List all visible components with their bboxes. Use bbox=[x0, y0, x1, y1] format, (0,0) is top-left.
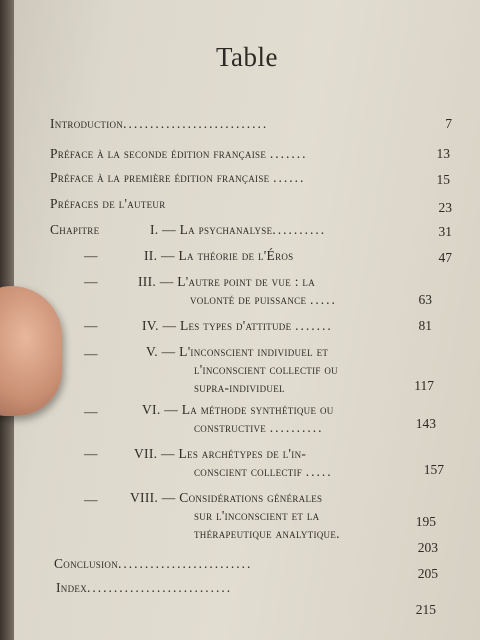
page-number: 195 bbox=[415, 514, 436, 529]
chapter-dash: — bbox=[84, 346, 98, 361]
toc-entry-preface-seconde: Préface à la seconde édition française ....... bbox=[50, 146, 308, 161]
leader-dots: ..... bbox=[305, 464, 333, 479]
page-number: 13 bbox=[436, 146, 450, 161]
toc-entry-chapter-5-cont2: supra-individuel bbox=[194, 380, 285, 395]
leader-dots: ........................... bbox=[123, 116, 269, 131]
leader-dots: .......... bbox=[272, 222, 327, 237]
toc-entry-chapter-1: I. — La psychanalyse.......... bbox=[150, 222, 327, 237]
toc-entry-index: Index........................... bbox=[56, 580, 233, 595]
book-page bbox=[14, 0, 480, 640]
toc-entry-chapter-5-cont: l'inconscient collectif ou bbox=[194, 362, 338, 377]
page-number: 63 bbox=[418, 292, 432, 307]
chapter-dash: — bbox=[84, 274, 98, 289]
toc-entry-chapter-7-cont: conscient collectif ..... bbox=[194, 464, 333, 479]
leader-dots: ......................... bbox=[118, 556, 253, 571]
chapter-dash: — bbox=[84, 446, 98, 461]
leader-dots: ..... bbox=[309, 292, 337, 307]
leader-dots: ....... bbox=[295, 318, 333, 333]
page-number: 81 bbox=[418, 318, 432, 333]
toc-entry-chapter-5: V. — L'inconscient individuel et bbox=[146, 344, 329, 359]
page-number: 15 bbox=[436, 172, 450, 187]
toc-entry-chapter-6: VI. — La méthode synthétique ou bbox=[142, 402, 334, 417]
toc-entry-chapter-6-cont: constructive .......... bbox=[194, 420, 324, 435]
leader-dots: ........................... bbox=[87, 580, 233, 595]
toc-entry-chapter-4: IV. — Les types d'attitude ....... bbox=[142, 318, 333, 333]
page-number: 205 bbox=[417, 566, 438, 581]
toc-entry-chapter-8-cont2: thérapeutique analytique. bbox=[194, 526, 340, 541]
leader-dots: ...... bbox=[273, 170, 306, 185]
chapter-dash: — bbox=[84, 318, 98, 333]
page-number: 157 bbox=[423, 462, 444, 477]
toc-entry-chapter-3: III. — L'autre point de vue : la bbox=[138, 274, 316, 289]
toc-entry-chapter-3-cont: volonté de puissance ..... bbox=[190, 292, 337, 307]
toc-entry-prefaces-auteur: Préfaces de l'auteur bbox=[50, 196, 166, 211]
page-number: 117 bbox=[414, 378, 434, 393]
page-number: 31 bbox=[438, 224, 452, 239]
page-number: 47 bbox=[438, 250, 452, 265]
chapter-dash: — bbox=[84, 404, 98, 419]
toc-entry-chapter-8-cont: sur l'inconscient et la bbox=[194, 508, 320, 523]
chapter-dash: — bbox=[84, 248, 98, 263]
leader-dots: ....... bbox=[269, 146, 308, 161]
leader-dots: .......... bbox=[269, 420, 324, 435]
chapter-dash: — bbox=[84, 492, 98, 507]
page-number: 215 bbox=[415, 602, 436, 617]
toc-entry-chapter-7: VII. — Les archétypes de l'in- bbox=[134, 446, 307, 461]
toc-entry-chapter-2: II. — La théorie de l'Éros bbox=[144, 248, 294, 263]
page-number: 7 bbox=[445, 116, 452, 131]
toc-entry-introduction: Introduction........................... bbox=[50, 116, 269, 131]
toc-entry-chapter-8: VIII. — Considérations générales bbox=[130, 490, 323, 505]
page-number: 203 bbox=[417, 540, 438, 555]
toc-entry-preface-premiere: Préface à la première édition française ...... bbox=[50, 170, 306, 185]
page-title: Table bbox=[215, 42, 279, 72]
chapter-label: Chapitre bbox=[50, 222, 100, 237]
toc-entry-conclusion: Conclusion......................... bbox=[54, 556, 253, 571]
page-number: 143 bbox=[415, 416, 436, 431]
page-number: 23 bbox=[438, 200, 452, 215]
